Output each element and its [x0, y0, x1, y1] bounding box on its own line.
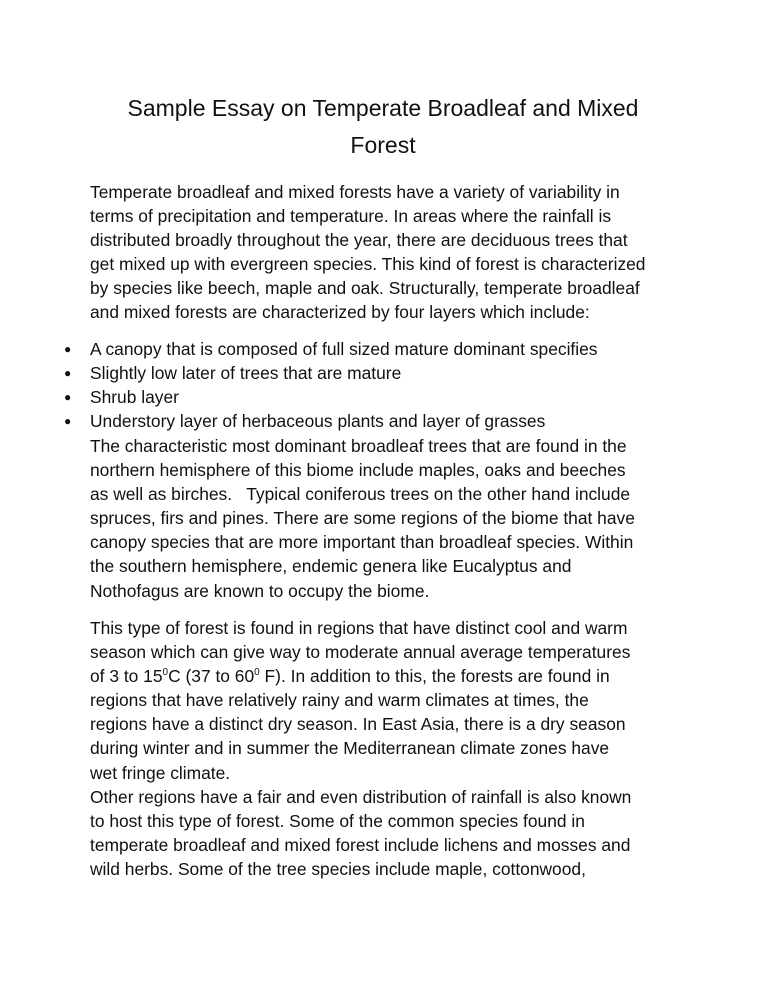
text-line: and mixed forests are characterized by four layers which include:: [90, 302, 590, 323]
paragraph-rainfall: [90, 785, 684, 881]
degree-superscript: 0: [254, 667, 260, 679]
bullet-icon: ●: [64, 413, 72, 428]
text-line-temperatures: [90, 664, 684, 688]
text-line: as well as birches. Typical coniferous trees on the other hand include: [90, 484, 631, 505]
bullet-text: A canopy that is composed of full sized mature dominant specifies: [90, 339, 598, 359]
text-line: The characteristic most dominant broadleaf trees that are found in the: [90, 436, 627, 456]
layer-bullet-list: [0, 338, 700, 434]
text-line: season which can give way to moderate annual average temperatures: [90, 642, 631, 663]
bullet-text: Shrub layer: [90, 386, 179, 407]
text-fragment: of 3 to 15: [90, 666, 163, 687]
title-line: Forest: [350, 132, 416, 158]
text-line: spruces, firs and pines. There are some regions of the biome that have: [90, 508, 635, 529]
paragraph-climate: [90, 616, 684, 785]
text-line: Other regions have a fair and even distribution of rainfall is also known: [90, 787, 632, 807]
text-fragment: F). In addition to this, the forests are found in: [259, 666, 610, 687]
paragraph-intro: [90, 180, 684, 325]
bullet-item: [0, 338, 700, 362]
text-fragment: C (37 to 60: [168, 666, 255, 687]
text-line: during winter and in summer the Mediterranean climate zones have: [90, 738, 610, 759]
text-line: temperate broadleaf and mixed forest include lichens and mosses and: [90, 835, 631, 856]
text-line: regions have a distinct dry season. In East Asia, there is a dry season: [90, 714, 626, 735]
text-line: regions that have relatively rainy and warm climates at times, the: [90, 690, 589, 711]
text-line: distributed broadly throughout the year, there are deciduous trees that: [90, 230, 628, 251]
text-line: the southern hemisphere, endemic genera like Eucalyptus and: [90, 556, 572, 577]
degree-superscript: 0: [162, 667, 169, 679]
bullet-icon: ●: [64, 342, 72, 356]
bullet-text: Slightly low later of trees that are mature: [90, 362, 402, 383]
text-line: wild herbs. Some of the tree species include maple, cottonwood,: [90, 859, 586, 880]
text-line: terms of precipitation and temperature. In areas where the rainfall is: [90, 206, 612, 227]
title-line: Sample Essay on Temperate Broadleaf and Mixed: [127, 95, 639, 121]
bullet-item: [0, 410, 700, 434]
bullet-item: [0, 362, 700, 386]
text-line: get mixed up with evergreen species. This kind of forest is characterized: [90, 254, 646, 275]
text-line: by species like beech, maple and oak. Structurally, temperate broadleaf: [90, 278, 640, 299]
document-title: [90, 90, 676, 164]
text-line: Temperate broadleaf and mixed forests have a variety of variability in: [90, 182, 620, 202]
text-line: canopy species that are more important than broadleaf species. Within: [90, 532, 634, 553]
bullet-icon: ●: [64, 389, 72, 404]
text-line: northern hemisphere of this biome include maples, oaks and beeches: [90, 460, 626, 481]
bullet-item: [0, 386, 700, 410]
text-line: wet fringe climate.: [90, 762, 231, 783]
text-line: Nothofagus are known to occupy the biome.: [90, 580, 430, 601]
text-line: to host this type of forest. Some of the common species found in: [90, 811, 585, 832]
paragraph-dominant-trees: [90, 434, 684, 603]
bullet-text: Understory layer of herbaceous plants and layer of grasses: [90, 410, 546, 431]
bullet-icon: ●: [64, 365, 72, 380]
text-line: This type of forest is found in regions that have distinct cool and warm: [90, 618, 628, 638]
